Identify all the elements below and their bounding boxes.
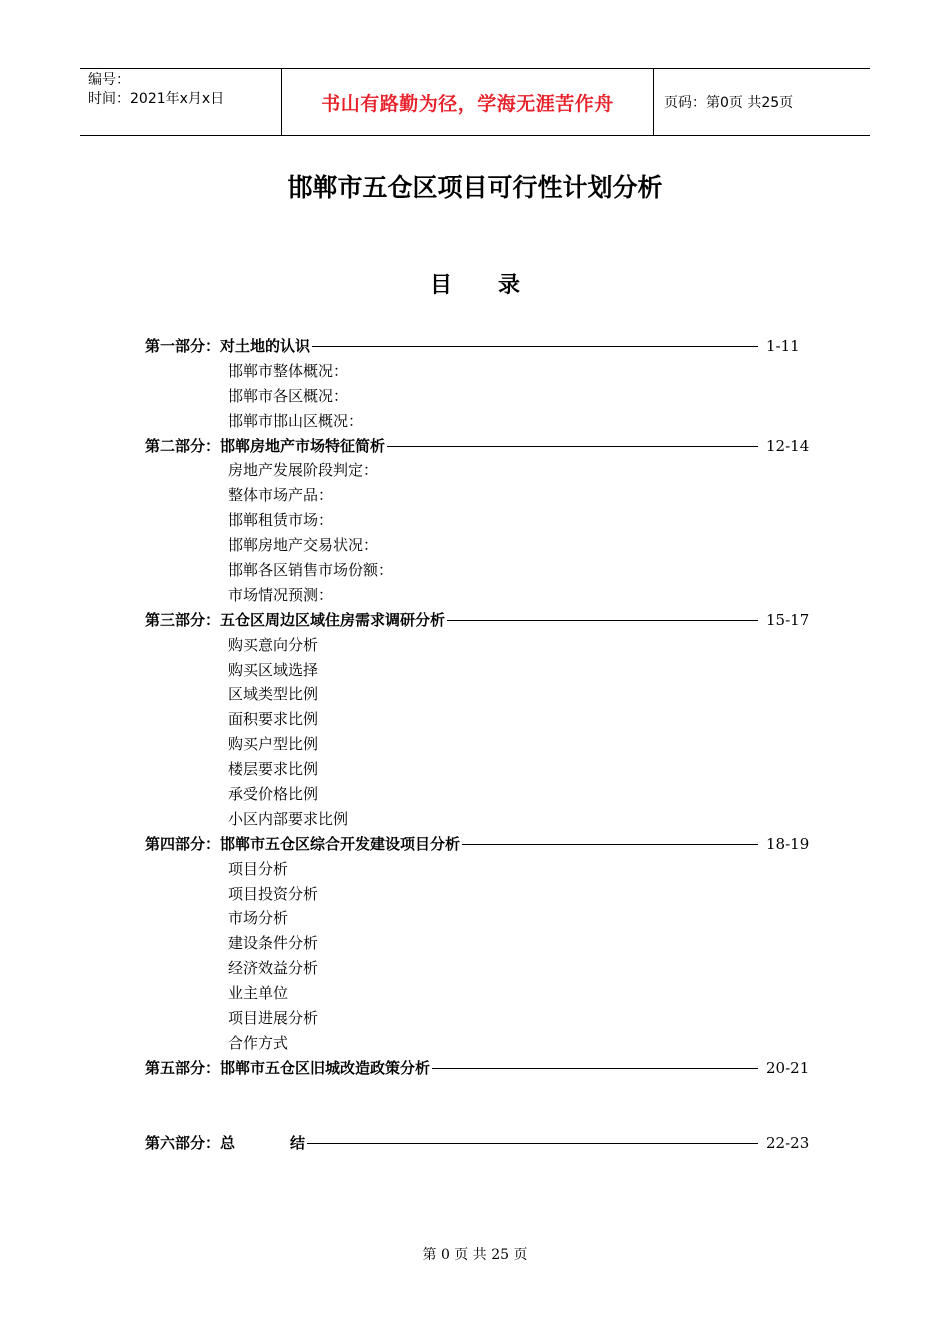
toc-subitem[interactable]: 楼层要求比例: [228, 760, 319, 779]
toc-subitem[interactable]: 整体市场产品：: [228, 486, 334, 505]
part-name: 邯郸房地产市场特征简析: [220, 436, 386, 455]
part-name-b: 结: [290, 1133, 306, 1152]
toc-subitem[interactable]: 项目投资分析: [228, 884, 319, 903]
motto-text: 书山有路勤为径，学海无涯苦作舟: [321, 92, 614, 115]
part-label: 第六部分：: [145, 1133, 221, 1152]
toc-subitem[interactable]: 业主单位: [228, 984, 289, 1003]
toc-subitem[interactable]: 购买意向分析: [228, 635, 319, 654]
part-pages: 12-14: [766, 436, 810, 455]
toc-subitem[interactable]: 合作方式: [228, 1033, 289, 1052]
toc-part-1[interactable]: [145, 334, 810, 359]
toc-subitem[interactable]: 购买户型比例: [228, 735, 319, 754]
toc-subitem[interactable]: 经济效益分析: [228, 959, 319, 978]
toc-heading: [0, 268, 950, 299]
toc-subitem[interactable]: 区域类型比例: [228, 685, 319, 704]
toc-subitem[interactable]: 房地产发展阶段判定：: [228, 461, 379, 480]
toc-subitem[interactable]: 邯郸市邯山区概况：: [228, 411, 364, 430]
header-page-info: [654, 69, 870, 135]
page-info-text: 页码：第0页 共25页: [664, 95, 794, 111]
dot-leader: [387, 446, 758, 447]
part-label: 第四部分：: [145, 834, 221, 853]
time-label: 时间：2021年x月x日: [88, 91, 225, 107]
toc-subitem[interactable]: 购买区域选择: [228, 660, 319, 679]
toc-subitem[interactable]: 建设条件分析: [228, 934, 319, 953]
part-name-a: 总: [220, 1133, 236, 1152]
toc-part-3[interactable]: [145, 608, 810, 633]
toc-subitem[interactable]: 邯郸市整体概况：: [228, 361, 349, 380]
toc-heading-char-2: 录: [498, 273, 521, 298]
toc-part-2[interactable]: [145, 434, 810, 459]
part-name: 邯郸市五仓区综合开发建设项目分析: [220, 834, 461, 853]
toc-subitem[interactable]: 邯郸房地产交易状况：: [228, 536, 379, 555]
toc-part-6[interactable]: [145, 1131, 810, 1156]
part-name: 邯郸市五仓区旧城改造政策分析: [220, 1058, 431, 1077]
part-label: 第五部分：: [145, 1058, 221, 1077]
dot-leader: [432, 1068, 758, 1069]
toc-subitem[interactable]: 面积要求比例: [228, 710, 319, 729]
toc-part-4[interactable]: [145, 832, 810, 857]
part-pages: 15-17: [766, 610, 810, 629]
toc-subitem[interactable]: 项目分析: [228, 859, 289, 878]
toc-subitem[interactable]: 项目进展分析: [228, 1009, 319, 1028]
toc-part-5[interactable]: [145, 1056, 810, 1081]
toc-subitem[interactable]: 邯郸租赁市场：: [228, 511, 334, 530]
toc-heading-char-1: 目: [429, 273, 452, 298]
header-meta: [80, 69, 282, 135]
part-name: [220, 1131, 305, 1156]
toc-spacer: [145, 1081, 810, 1131]
part-name: 对土地的认识: [220, 337, 311, 355]
part-pages: 20-21: [766, 1058, 810, 1077]
document-title: 邯郸市五仓区项目可行性计划分析: [287, 173, 663, 202]
part-label: 第二部分：: [145, 436, 221, 455]
dot-leader: [312, 346, 758, 347]
number-label: 编号：: [88, 72, 130, 88]
toc-subitem[interactable]: 市场情况预测：: [228, 585, 334, 604]
toc-subitem[interactable]: 邯郸各区销售市场份额：: [228, 561, 394, 580]
dot-leader: [462, 844, 758, 845]
toc-subitem[interactable]: 邯郸市各区概况：: [228, 386, 349, 405]
part-pages: 1-11: [766, 337, 800, 355]
toc-subitem[interactable]: 市场分析: [228, 909, 289, 928]
table-of-contents: [145, 334, 810, 1156]
part-label: 第三部分：: [145, 610, 221, 629]
part-pages: 18-19: [766, 834, 810, 853]
toc-subitem[interactable]: 小区内部要求比例: [228, 809, 349, 828]
dot-leader: [447, 620, 758, 621]
header-motto-cell: [282, 69, 654, 135]
page-header: [80, 68, 870, 136]
part-label: 第一部分：: [145, 337, 221, 355]
part-pages: 22-23: [766, 1133, 810, 1152]
dot-leader: [307, 1143, 758, 1144]
page-footer: 第 0 页 共 25 页: [422, 1247, 528, 1263]
part-name: 五仓区周边区域住房需求调研分析: [220, 610, 446, 629]
toc-subitem[interactable]: 承受价格比例: [228, 785, 319, 804]
